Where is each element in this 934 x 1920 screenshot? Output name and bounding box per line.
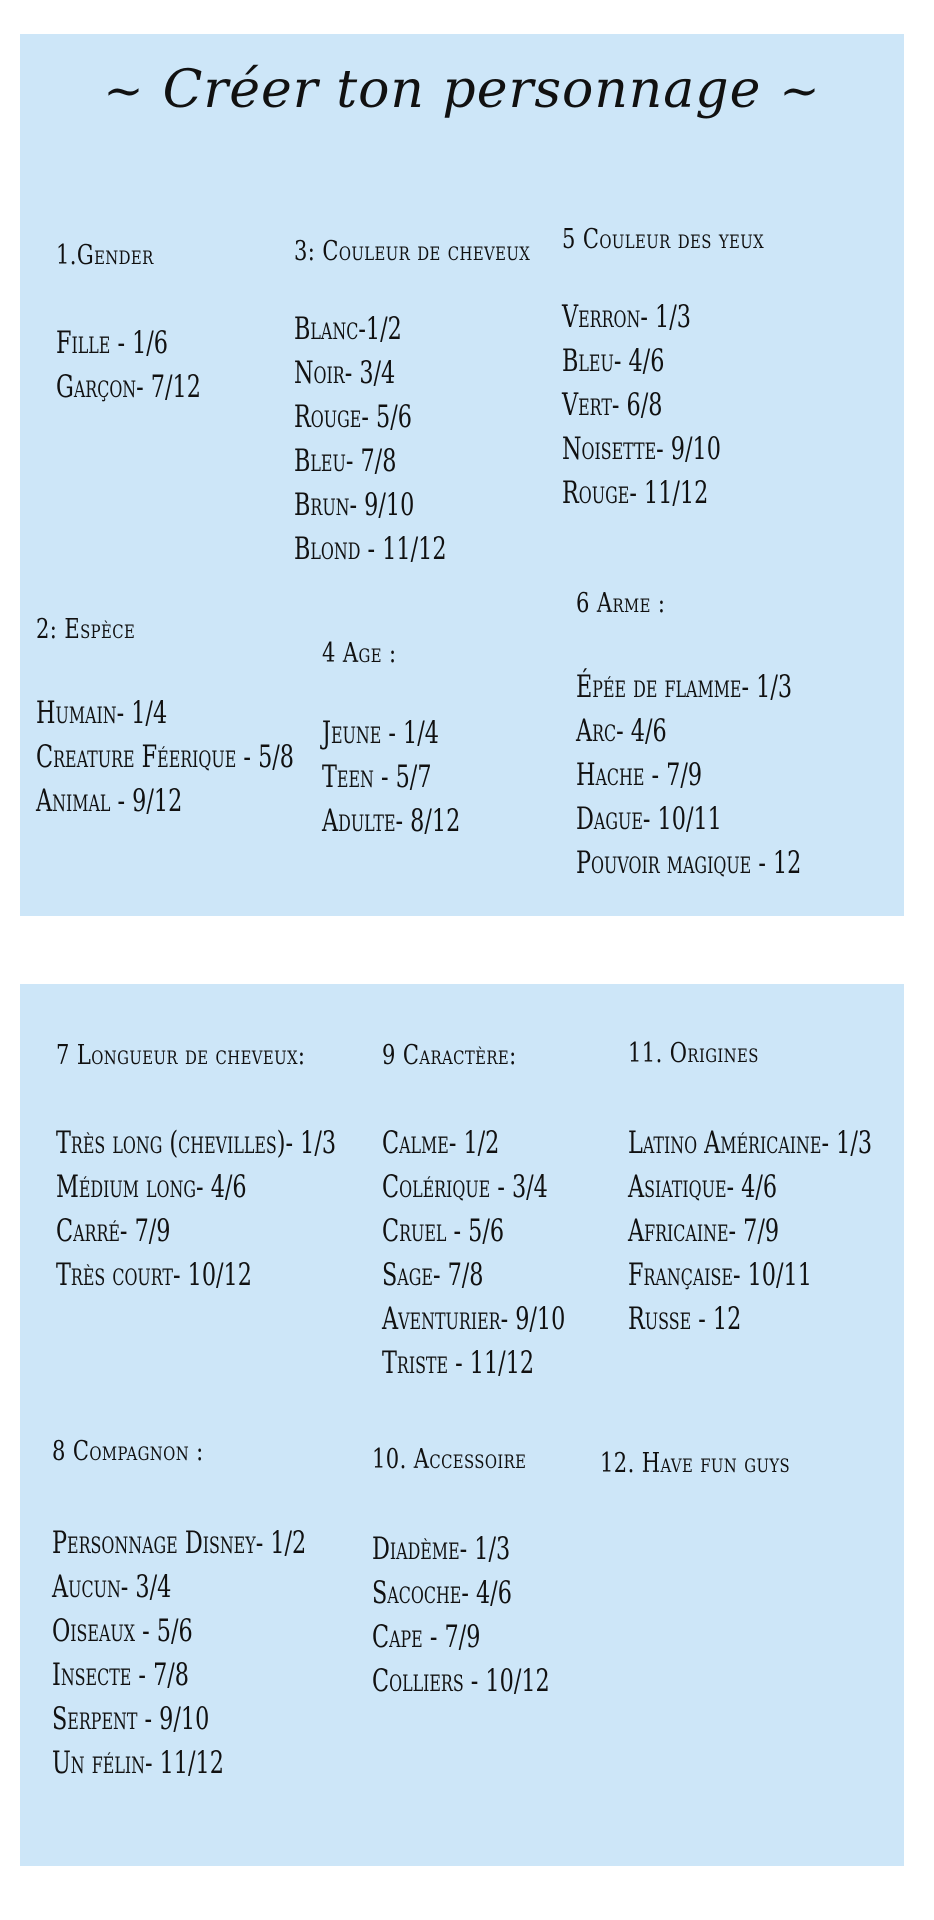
section-heading: 11. Origines — [628, 1038, 759, 1069]
list-item: Rouge- 11/12 — [562, 475, 709, 511]
list-item: Pouvoir magique - 12 — [576, 845, 802, 881]
list-item: Colliers - 10/12 — [372, 1663, 550, 1699]
list-item: Cruel - 5/6 — [382, 1213, 505, 1249]
list-item: Sacoche- 4/6 — [372, 1575, 512, 1611]
section-heading: 1.Gender — [56, 240, 154, 271]
list-item: Noisette- 9/10 — [562, 431, 721, 467]
list-item: Humain- 1/4 — [36, 695, 168, 731]
list-item: Colérique - 3/4 — [382, 1169, 548, 1205]
list-item: Creature Féerique - 5/8 — [36, 739, 294, 775]
list-item: Médium long- 4/6 — [56, 1169, 247, 1205]
list-item: Bleu- 4/6 — [562, 343, 665, 379]
list-item: Vert- 6/8 — [562, 387, 663, 423]
section-arme — [576, 588, 889, 885]
section-caractere — [382, 1040, 637, 1385]
list-item: Aventurier- 9/10 — [382, 1301, 566, 1337]
section-heading: 6 Arme : — [576, 588, 666, 619]
section-gender — [56, 240, 257, 409]
section-heading: 9 Caractère: — [382, 1040, 517, 1071]
title-deco-left: ~ — [103, 63, 145, 119]
list-item: Hache - 7/9 — [576, 757, 703, 793]
list-item: Noir- 3/4 — [294, 355, 396, 391]
list-item: Adulte- 8/12 — [322, 803, 461, 839]
section-heading: 3: Couleur de cheveux — [294, 236, 531, 267]
list-item: Sage- 7/8 — [382, 1257, 484, 1293]
section-compagnon — [52, 1436, 405, 1785]
list-item: Rouge- 5/6 — [294, 399, 412, 435]
section-couleur-cheveux — [294, 236, 597, 571]
list-item: Très long (chevilles)- 1/3 — [56, 1125, 337, 1161]
list-item: Triste - 11/12 — [382, 1345, 535, 1381]
list-item: Brun- 9/10 — [294, 487, 415, 523]
list-item: Jeune - 1/4 — [322, 715, 439, 751]
page-title — [20, 60, 904, 120]
list-item: Animal - 9/12 — [36, 783, 183, 819]
section-heading: 2: Espèce — [36, 614, 136, 645]
list-item: Épée de flamme- 1/3 — [576, 669, 793, 705]
section-have-fun — [600, 1448, 844, 1479]
section-heading: 5 Couleur des yeux — [562, 224, 765, 255]
list-item: Carré- 7/9 — [56, 1213, 171, 1249]
list-item: Cape - 7/9 — [372, 1619, 481, 1655]
section-accessoire — [372, 1444, 619, 1703]
title-deco-right: ~ — [779, 63, 821, 119]
section-couleur-yeux — [562, 224, 821, 515]
list-item: Blanc-1/2 — [294, 311, 402, 347]
list-item: Oiseaux - 5/6 — [52, 1613, 193, 1649]
list-item: Fille - 1/6 — [56, 325, 169, 361]
list-item: Personnage Disney- 1/2 — [52, 1525, 307, 1561]
list-item: Bleu- 7/8 — [294, 443, 397, 479]
list-item: Verron- 1/3 — [562, 299, 691, 335]
list-item: Africaine- 7/9 — [628, 1213, 780, 1249]
list-item: Asiatique- 4/6 — [628, 1169, 778, 1205]
list-item: Calme- 1/2 — [382, 1125, 500, 1161]
card-bottom — [20, 984, 904, 1866]
card-top — [20, 34, 904, 916]
list-item: Serpent - 9/10 — [52, 1701, 210, 1737]
list-item: Blond - 11/12 — [294, 531, 447, 567]
list-item: Teen - 5/7 — [322, 759, 432, 795]
list-item: Garçon- 7/12 — [56, 369, 201, 405]
list-item: Aucun- 3/4 — [52, 1569, 172, 1605]
section-origines — [628, 1038, 934, 1341]
title-text: Créer ton personnage — [162, 60, 762, 120]
list-item: Française- 10/11 — [628, 1257, 812, 1293]
list-item: Diadème- 1/3 — [372, 1531, 511, 1567]
list-item: Un félin- 11/12 — [52, 1745, 224, 1781]
list-item: Très court- 10/12 — [56, 1257, 252, 1293]
list-item: Latino Américaine- 1/3 — [628, 1125, 873, 1161]
section-heading: 10. Accessoire — [372, 1444, 527, 1475]
section-heading: 4 Age : — [322, 638, 397, 669]
section-heading: 7 Longueur de cheveux: — [56, 1040, 306, 1071]
list-item: Dague- 10/11 — [576, 801, 722, 837]
list-item: Insecte - 7/8 — [52, 1657, 190, 1693]
list-item: Arc- 4/6 — [576, 713, 667, 749]
list-item: Russe - 12 — [628, 1301, 742, 1337]
section-heading: 8 Compagnon : — [52, 1436, 204, 1467]
section-heading: 12. Have fun guys — [600, 1448, 791, 1479]
section-age — [322, 638, 514, 843]
